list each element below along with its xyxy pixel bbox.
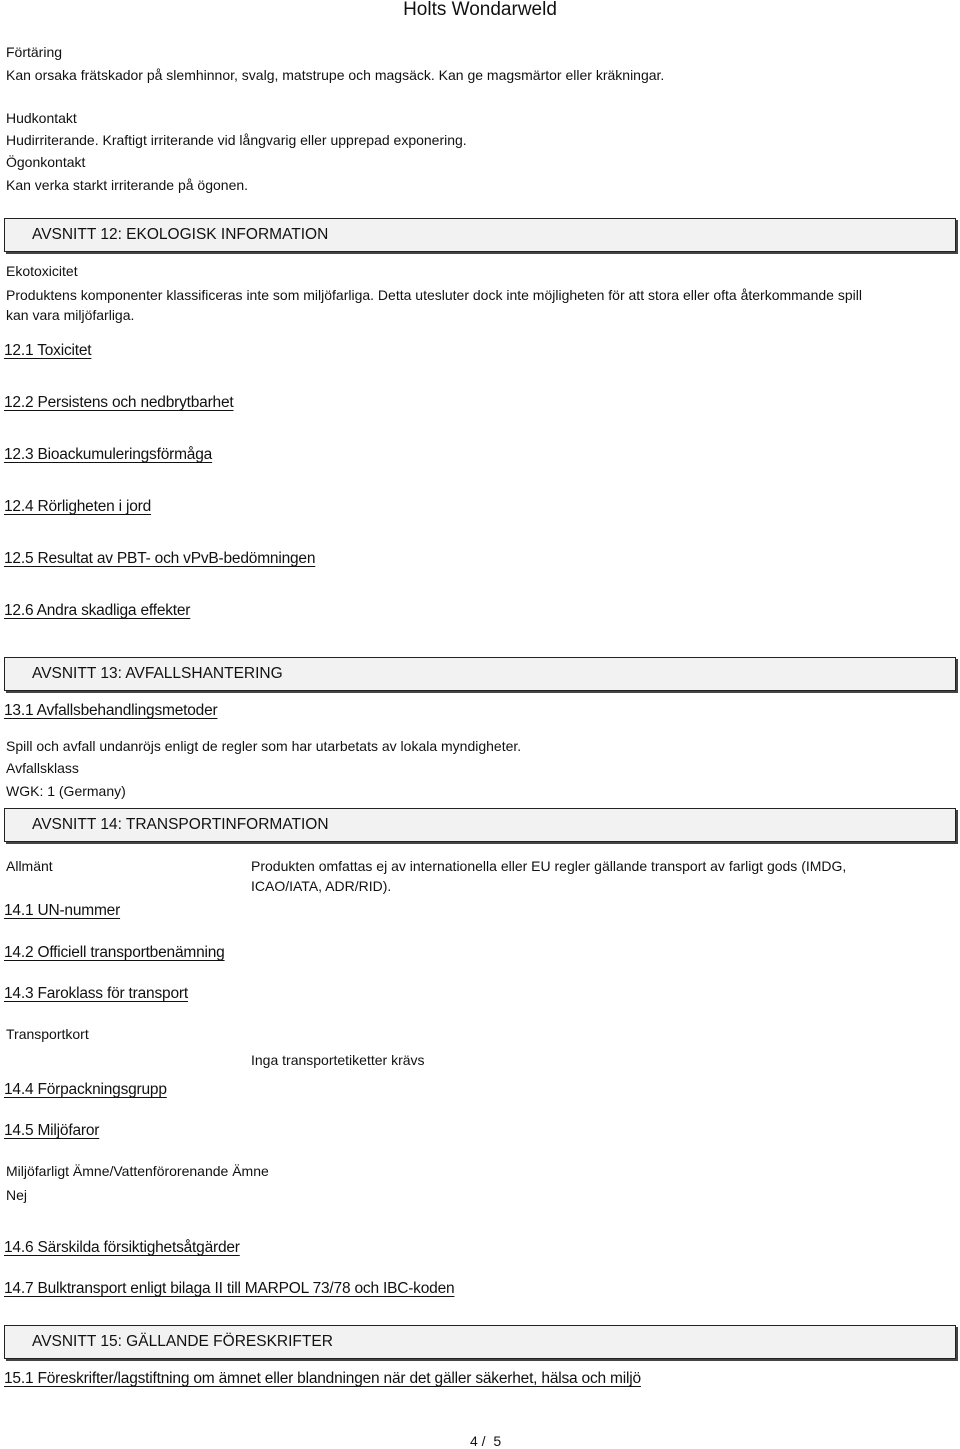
miljofara-value: Nej (6, 1187, 28, 1203)
section-14-header (4, 808, 956, 842)
subsection-15-1: 15.1 Föreskrifter/lagstiftning om ämnet eller blandningen när det gäller säkerhet, hälsa och miljö (4, 1370, 641, 1387)
section-13-header (4, 657, 956, 691)
allmant-text-line-1: Produkten omfattas ej av internationella eller EU regler gällande transport av farligt gods (IMDG, (251, 858, 847, 874)
avfallsklass-label: Avfallsklass (6, 760, 79, 776)
section-12-header (4, 218, 956, 252)
ekotoxicitet-text-line-2: kan vara miljöfarliga. (6, 307, 135, 323)
subsection-14-2: 14.2 Officiell transportbenämning (4, 944, 225, 961)
subsection-12-4: 12.4 Rörligheten i jord (4, 498, 152, 515)
section-14-title: AVSNITT 14: TRANSPORTINFORMATION (32, 816, 329, 833)
subsection-14-6: 14.6 Särskilda försiktighetsåtgärder (4, 1239, 240, 1256)
miljofara-label: Miljöfarligt Ämne/Vattenförorenande Ämne (6, 1163, 269, 1179)
subsection-14-1: 14.1 UN-nummer (4, 902, 121, 919)
section-15-header (4, 1325, 956, 1359)
subsection-13-1: 13.1 Avfallsbehandlingsmetoder (4, 702, 218, 719)
ogonkontakt-text: Kan verka starkt irriterande på ögonen. (6, 177, 249, 193)
subsection-14-3: 14.3 Faroklass för transport (4, 985, 188, 1002)
section-15-title: AVSNITT 15: GÄLLANDE FÖRESKRIFTER (32, 1333, 333, 1350)
ogonkontakt-label: Ögonkontakt (6, 154, 86, 170)
avfallsklass-value: WGK: 1 (Germany) (6, 783, 126, 799)
document-title: Holts Wondarweld (403, 0, 557, 20)
subsection-12-5: 12.5 Resultat av PBT- och vPvB-bedömningen (4, 550, 316, 567)
forsaring-label: Förtäring (6, 44, 63, 60)
transportkort-label: Transportkort (6, 1026, 89, 1042)
subsection-12-1: 12.1 Toxicitet (4, 342, 92, 359)
subsection-14-4: 14.4 Förpackningsgrupp (4, 1081, 167, 1098)
section-13-title: AVSNITT 13: AVFALLSHANTERING (32, 665, 283, 682)
hudkontakt-label: Hudkontakt (6, 110, 77, 126)
subsection-14-7: 14.7 Bulktransport enligt bilaga II till MARPOL 73/78 och IBC-koden (4, 1280, 455, 1297)
avfall-text: Spill och avfall undanröjs enligt de regler som har utarbetats av lokala myndigheter. (6, 738, 522, 754)
ekotoxicitet-label: Ekotoxicitet (6, 263, 78, 279)
allmant-text-line-2: ICAO/IATA, ADR/RID). (251, 878, 392, 894)
subsection-12-3: 12.3 Bioackumuleringsförmåga (4, 446, 213, 463)
transportkort-value: Inga transportetiketter krävs (251, 1052, 425, 1068)
ekotoxicitet-text-line-1: Produktens komponenter klassificeras inte som miljöfarliga. Detta utesluter dock inte möjligheten för att stora eller ofta återkommande spill (6, 287, 862, 303)
forsaring-text: Kan orsaka frätskador på slemhinnor, svalg, matstrupe och magsäck. Kan ge magsmärtor eller kräkningar. (6, 67, 665, 83)
subsection-12-6: 12.6 Andra skadliga effekter (4, 602, 191, 619)
page-number: 4 / 5 (470, 1433, 502, 1449)
subsection-12-2: 12.2 Persistens och nedbrytbarhet (4, 394, 234, 411)
subsection-14-5: 14.5 Miljöfaror (4, 1122, 100, 1139)
allmant-label: Allmänt (6, 858, 53, 874)
hudkontakt-text: Hudirriterande. Kraftigt irriterande vid långvarig eller upprepad exponering. (6, 132, 467, 148)
section-12-title: AVSNITT 12: EKOLOGISK INFORMATION (32, 226, 329, 243)
